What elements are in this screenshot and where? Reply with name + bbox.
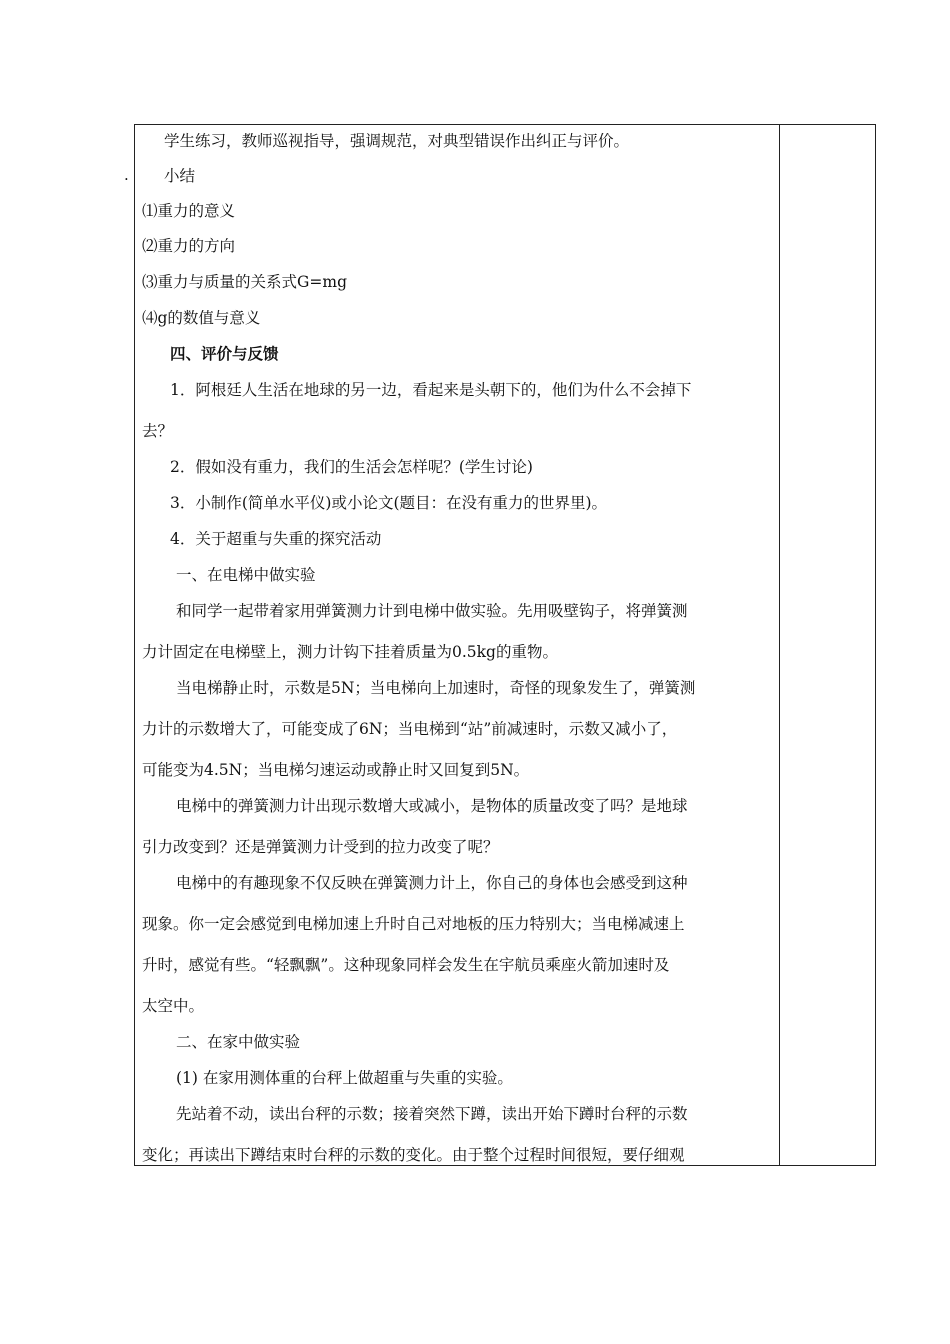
text-line: ⑵重力的方向 xyxy=(142,237,236,255)
text-line: 现象。你一定会感觉到电梯加速上升时自己对地板的压力特别大；当电梯减速上 xyxy=(142,915,685,933)
text-line: 3．小制作(简单水平仪)或小论文(题目：在没有重力的世界里)。 xyxy=(170,494,608,512)
text-line: 引力改变到？还是弹簧测力计受到的拉力改变了呢？ xyxy=(142,838,499,856)
text-line: 和同学一起带着家用弹簧测力计到电梯中做实验。先用吸壁钩子，将弹簧测 xyxy=(176,602,688,620)
text-line: 2．假如没有重力，我们的生活会怎样呢？(学生讨论) xyxy=(170,458,533,476)
text-line: (1) 在家用测体重的台秤上做超重与失重的实验。 xyxy=(176,1069,513,1087)
text-line: 先站着不动，读出台秤的示数；接着突然下蹲，读出开始下蹲时台秤的示数 xyxy=(176,1105,688,1123)
text-line: 力计的示数增大了，可能变成了6N；当电梯到“站”前减速时，示数又减小了， xyxy=(142,720,678,738)
text-line: 小结 xyxy=(164,167,196,185)
text-line: 学生练习，教师巡视指导，强调规范，对典型错误作出纠正与评价。 xyxy=(164,132,630,150)
text-line: 1．阿根廷人生活在地球的另一边，看起来是头朝下的，他们为什么不会掉下 xyxy=(170,381,692,399)
text-line: 电梯中的有趣现象不仅反映在弹簧测力计上，你自己的身体也会感受到这种 xyxy=(176,874,688,892)
text-line: 电梯中的弹簧测力计出现示数增大或减小，是物体的质量改变了吗？是地球 xyxy=(176,797,688,815)
text-line: 去？ xyxy=(142,422,174,440)
text-line: 四、评价与反馈 xyxy=(170,344,279,363)
text-line: ⑴重力的意义 xyxy=(142,202,236,220)
text-line: 二、在家中做实验 xyxy=(176,1033,301,1051)
text-line: 一、在电梯中做实验 xyxy=(176,566,316,584)
text-line: ⑷g的数值与意义 xyxy=(142,309,261,327)
text-line: ⑶重力与质量的关系式G=mg xyxy=(142,273,347,291)
text-line: 4．关于超重与失重的探究活动 xyxy=(170,530,382,548)
text-line: 升时，感觉有些。“轻飘飘”。这种现象同样会发生在宇航员乘座火箭加速时及 xyxy=(142,956,670,974)
text-line: 力计固定在电梯壁上，测力计钩下挂着质量为0.5kg的重物。 xyxy=(142,643,558,661)
text-line: 当电梯静止时，示数是5N；当电梯向上加速时，奇怪的现象发生了，弹簧测 xyxy=(176,679,696,697)
text-line: 太空中。 xyxy=(142,997,205,1015)
text-line: 可能变为4.5N；当电梯匀速运动或静止时又回复到5N。 xyxy=(142,761,530,779)
margin-mark: . xyxy=(124,166,129,184)
table-column-divider xyxy=(779,125,780,1165)
text-line: 变化；再读出下蹲结束时台秤的示数的变化。由于整个过程时间很短，要仔细观 xyxy=(142,1146,685,1164)
